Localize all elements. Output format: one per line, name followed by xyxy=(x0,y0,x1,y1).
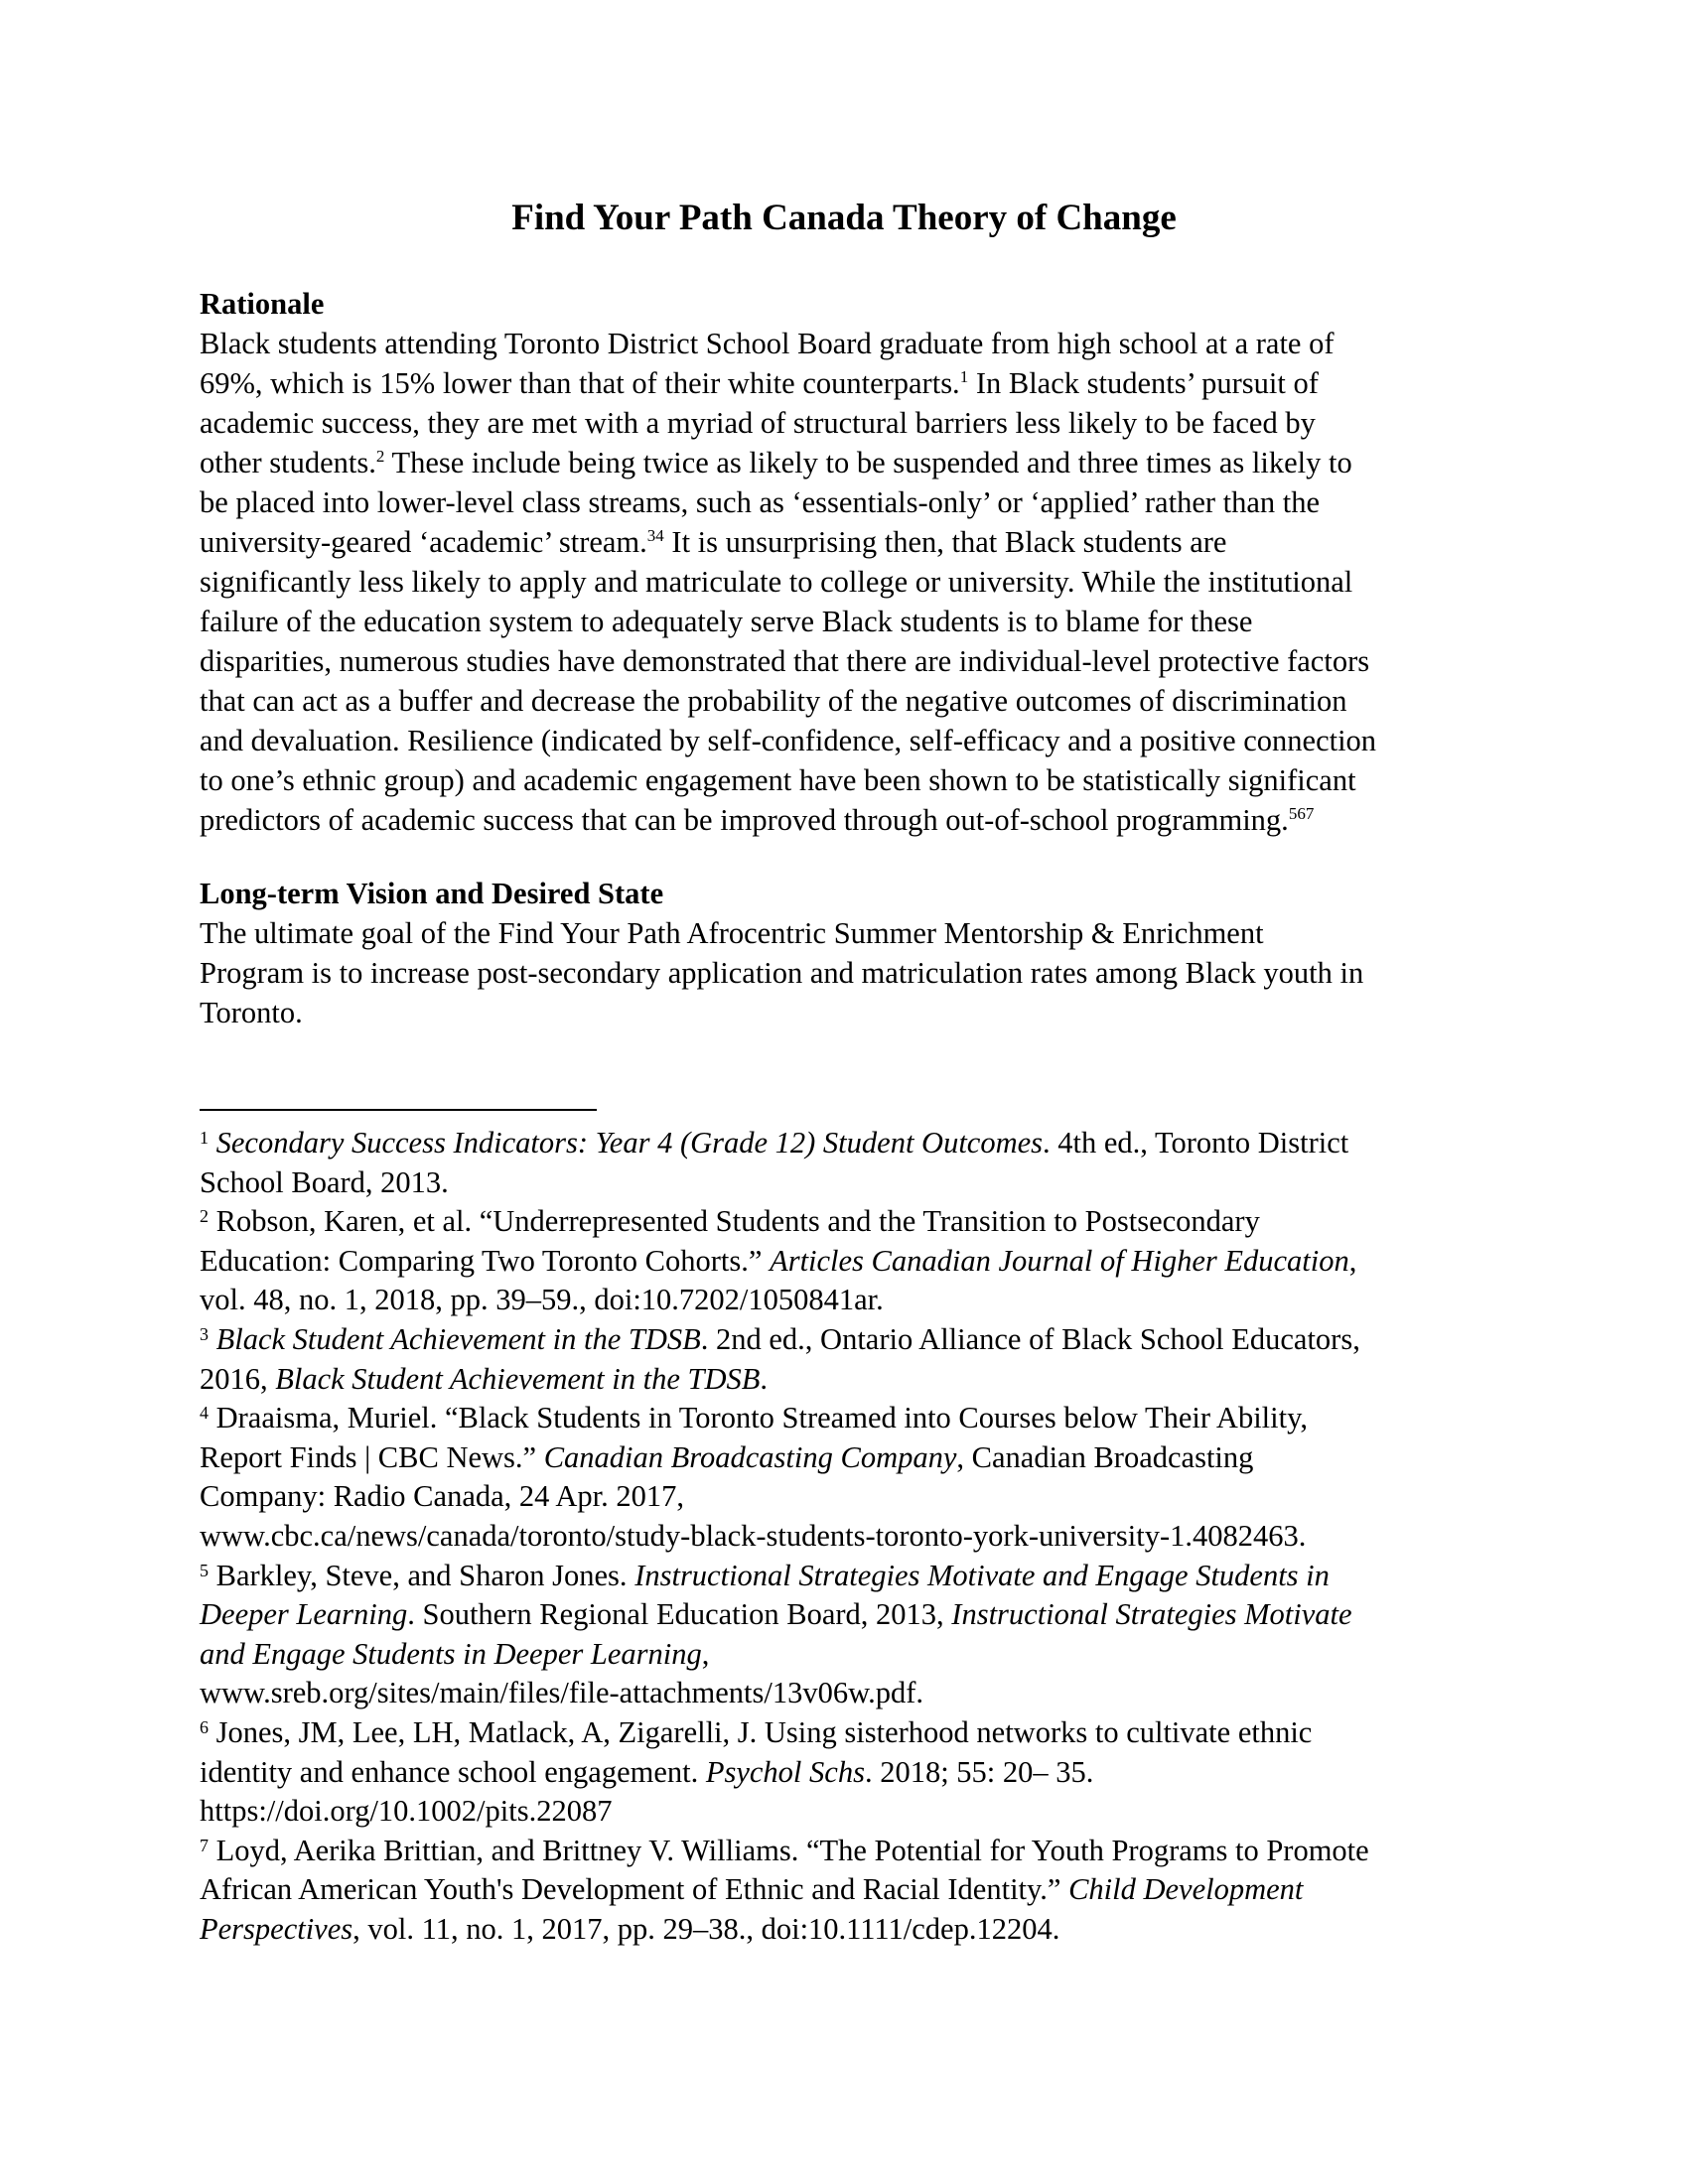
footnote-4-cont: Company: Radio Canada, 24 Apr. 2017, xyxy=(200,1479,684,1514)
footnotes xyxy=(200,1124,1510,1949)
rationale-heading: Rationale xyxy=(200,287,325,321)
text-line: predictors of academic success that can be improved through out-of-school programming.$^{567}$ xyxy=(200,803,1315,837)
footnote-5-cont: Deeper Learning. Southern Regional Education Board, 2013, Instructional Strategies Motivate xyxy=(200,1597,1352,1632)
footnote-ref[interactable]: 34 xyxy=(646,526,664,545)
footnote-6: $^6$ Jones, JM, Lee, LH, Matlack, A, Zigarelli, J. Using sisterhood networks to cultivate ethnic xyxy=(200,1714,1313,1749)
vision-paragraph xyxy=(200,913,1510,1032)
text-line: disparities, numerous studies have demonstrated that there are individual-level protective factors xyxy=(200,644,1370,678)
text-line: failure of the education system to adequately serve Black students is to blame for these xyxy=(200,605,1253,638)
text-line: The ultimate goal of the Find Your Path Afrocentric Summer Mentorship & Enrichment xyxy=(200,916,1264,950)
footnote-number: 7 xyxy=(200,1835,209,1855)
text-line: other students.$^2$ These include being twice as likely to be suspended and three times as likely to xyxy=(200,446,1352,479)
rationale-paragraph xyxy=(200,324,1510,840)
footnote-7: $^7$ Loyd, Aerika Brittian, and Brittney V. Williams. “The Potential for Youth Programs to Promote xyxy=(200,1833,1369,1867)
page-title: Find Your Path Canada Theory of Change xyxy=(511,198,1177,238)
footnote-7-cont: Perspectives, vol. 11, no. 1, 2017, pp. 29–38., doi:10.1111/cdep.12204. xyxy=(200,1911,1060,1946)
footnote-7-cont: African American Youth's Development of Ethnic and Racial Identity.” Child Development xyxy=(200,1872,1304,1907)
text-line: Toronto. xyxy=(200,996,303,1029)
footnote-ref[interactable]: 567 xyxy=(1288,804,1315,823)
footnote-number: 3 xyxy=(200,1323,209,1344)
footnote-2: $^2$ Robson, Karen, et al. “Underrepresented Students and the Transition to Postsecondary xyxy=(200,1204,1260,1239)
text-line: that can act as a buffer and decrease the probability of the negative outcomes of discrimination xyxy=(200,684,1347,718)
footnote-number: 5 xyxy=(200,1560,209,1580)
footnote-3-cont: 2016, Black Student Achievement in the TDSB. xyxy=(200,1361,769,1396)
text-line: and devaluation. Resilience (indicated by self-confidence, self-efficacy and a positive connection xyxy=(200,724,1377,757)
footnote-number: 4 xyxy=(200,1403,209,1424)
footnote-number: 6 xyxy=(200,1716,209,1737)
text-line: university-geared ‘academic’ stream.$^{34}$ It is unsurprising then, that Black students are xyxy=(200,525,1227,559)
footnote-number: 2 xyxy=(200,1206,209,1227)
footnote-number: 1 xyxy=(200,1128,209,1148)
footnote-1-cont: School Board, 2013. xyxy=(200,1164,449,1199)
text-line: 69%, which is 15% lower than that of their white counterparts.$^1$ In Black students’ pursuit of xyxy=(200,366,1319,400)
footnote-4: $^4$ Draaisma, Muriel. “Black Students in Toronto Streamed into Courses below Their Ability, xyxy=(200,1401,1308,1435)
footnote-4-cont: Report Finds | CBC News.” Canadian Broadcasting Company, Canadian Broadcasting xyxy=(200,1439,1254,1474)
footnote-3: $^3$ Black Student Achievement in the TDSB. 2nd ed., Ontario Alliance of Black School Educators, xyxy=(200,1321,1360,1356)
footnote-5-url[interactable]: www.sreb.org/sites/main/files/file-attachments/13v06w.pdf. xyxy=(200,1676,924,1710)
footnote-separator xyxy=(200,1109,597,1111)
footnote-1: $^1$ Secondary Success Indicators: Year 4 (Grade 12) Student Outcomes. 4th ed., Toronto District xyxy=(200,1126,1349,1160)
footnote-ref[interactable]: 1 xyxy=(959,367,969,386)
footnote-6-url[interactable]: https://doi.org/10.1002/pits.22087 xyxy=(200,1794,613,1829)
vision-heading: Long-term Vision and Desired State xyxy=(200,877,664,910)
footnote-ref[interactable]: 2 xyxy=(375,447,385,466)
footnote-4-url[interactable]: www.cbc.ca/news/canada/toronto/study-black-students-toronto-york-university-1.4082463. xyxy=(200,1518,1307,1553)
footnote-2-cont: vol. 48, no. 1, 2018, pp. 39–59., doi:10.7202/1050841ar. xyxy=(200,1283,884,1317)
text-line: Black students attending Toronto District School Board graduate from high school at a rate of xyxy=(200,327,1335,360)
footnote-5: $^5$ Barkley, Steve, and Sharon Jones. Instructional Strategies Motivate and Engage Students in xyxy=(200,1558,1330,1592)
text-line: to one’s ethnic group) and academic engagement have been shown to be statistically significant xyxy=(200,763,1356,797)
text-line: academic success, they are met with a myriad of structural barriers less likely to be faced by xyxy=(200,406,1316,440)
footnote-6-cont: identity and enhance school engagement. Psychol Schs. 2018; 55: 20– 35. xyxy=(200,1754,1094,1789)
text-line: significantly less likely to apply and matriculate to college or university. While the institutional xyxy=(200,565,1353,599)
footnote-2-cont: Education: Comparing Two Toronto Cohorts.” Articles Canadian Journal of Higher Education, xyxy=(200,1243,1357,1278)
footnote-5-cont: and Engage Students in Deeper Learning, xyxy=(200,1636,710,1671)
text-line: be placed into lower-level class streams, such as ‘essentials-only’ or ‘applied’ rather than the xyxy=(200,485,1321,519)
text-line: Program is to increase post-secondary application and matriculation rates among Black youth in xyxy=(200,956,1364,990)
